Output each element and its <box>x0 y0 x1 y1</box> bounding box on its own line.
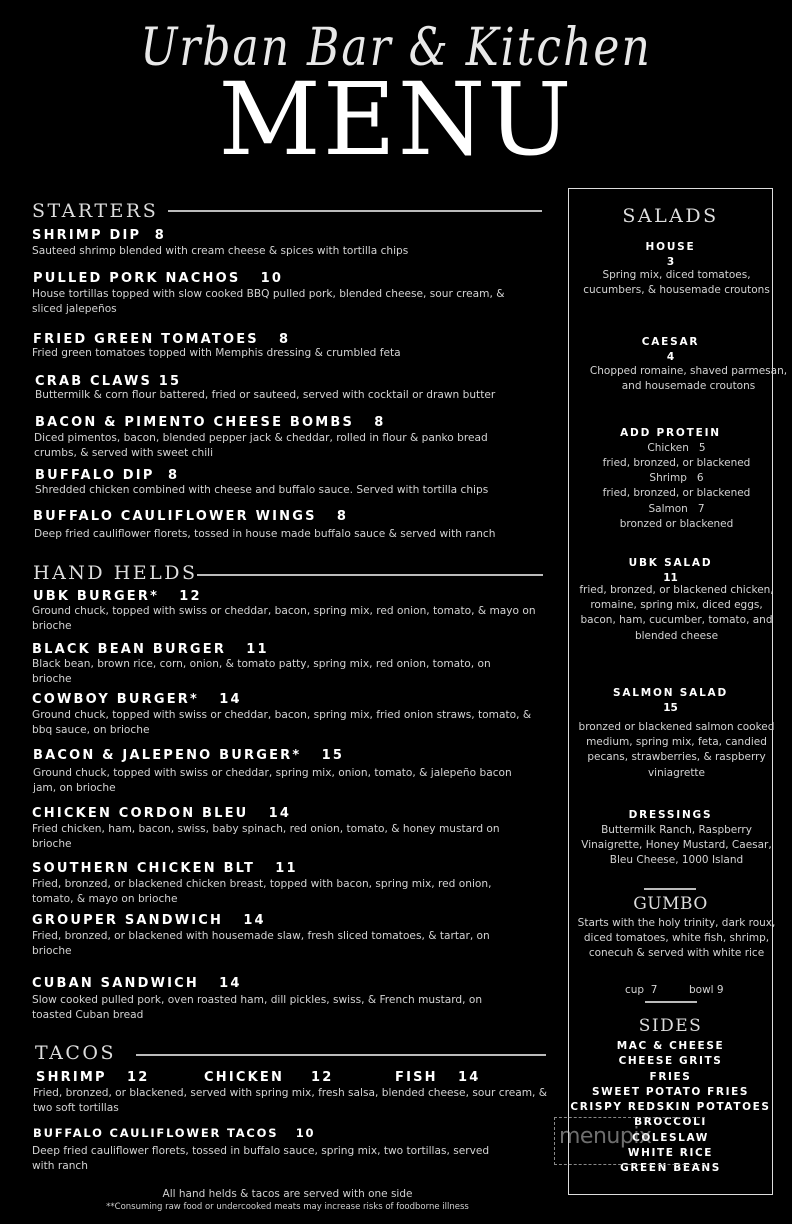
add-protein-heading: ADD PROTEIN <box>620 427 721 439</box>
salad-house-desc: Spring mix, diced tomatoes, cucumbers, & housemade croutons <box>583 269 770 297</box>
divider <box>645 1001 697 1003</box>
item-ubk-burger-name: UBK BURGER* 12 <box>33 589 202 604</box>
side-item: CHEESE GRITS <box>618 1055 723 1068</box>
salad-house-price: 3 <box>666 256 675 268</box>
dressings-list: Buttermilk Ranch, Raspberry Vinaigrette, Honey Mustard, Caesar, Bleu Cheese, 1000 Island <box>581 824 772 867</box>
taco-cauliflower-desc: Deep fried cauliflower florets, tossed in buffalo sauce, spring mix, two tortillas, served with ranch <box>32 1145 490 1172</box>
salad-caesar-name: CAESAR <box>641 336 700 348</box>
divider <box>168 210 542 212</box>
item-cuban-sandwich-name: CUBAN SANDWICH 14 <box>32 976 242 991</box>
salad-salmon-desc: bronzed or blackened salmon cooked medium, spring mix, feta, candied pecans, strawberries, & raspberry viniagrette <box>578 721 775 779</box>
salad-house-name: HOUSE <box>645 241 696 253</box>
side-item: MAC & CHEESE <box>616 1040 725 1052</box>
item-grouper-sandwich-desc: Fried, bronzed, or blackened with housemade slaw, fresh sliced tomatoes, & tartar, on brioche <box>32 930 490 957</box>
gumbo-cup-price: cup 7 <box>625 984 658 996</box>
protein-salmon-styles: bronzed or blackened <box>619 518 734 530</box>
item-cuban-sandwich-desc: Slow cooked pulled pork, oven roasted ham, dill pickles, swiss, & French mustard, on toasted Cuban bread <box>32 994 483 1021</box>
salad-salmon-price: 15 <box>663 702 678 714</box>
item-black-bean-burger-name: BLACK BEAN BURGER 11 <box>32 642 269 657</box>
item-shrimp-dip-desc: Sauteed shrimp blended with cream cheese & spices with tortilla chips <box>32 245 409 257</box>
item-buffalo-dip-desc: Shredded chicken combined with cheese and buffalo sauce. Served with tortilla chips <box>35 484 489 496</box>
tacos-desc: Fried, bronzed, or blackened, served with spring mix, fresh salsa, blended cheese, sour cream, & two soft tortillas <box>33 1087 548 1114</box>
item-cheese-bombs-name: BACON & PIMENTO CHEESE BOMBS 8 <box>35 415 386 430</box>
item-crab-claws-desc: Buttermilk & corn flour battered, fried or sauteed, served with cocktail or drawn butter <box>35 389 496 401</box>
salad-ubk-name: UBK SALAD <box>628 557 713 569</box>
food-safety-warning: **Consuming raw food or undercooked meats may increase risks of foodborne illness <box>106 1202 469 1212</box>
item-pulled-pork-nachos-name: PULLED PORK NACHOS 10 <box>33 271 284 286</box>
item-jalepeno-burger-name: BACON & JALEPENO BURGER* 15 <box>33 748 345 763</box>
item-cheese-bombs-desc: Diced pimentos, bacon, blended pepper jack & cheddar, rolled in flour & panko bread crumbs, & served with sweet chili <box>34 432 488 459</box>
side-item: FRIES <box>649 1070 692 1083</box>
item-crab-claws-name: CRAB CLAWS 15 <box>35 374 182 389</box>
salad-ubk-price: 11 <box>663 572 678 584</box>
protein-shrimp: Shrimp 6 <box>649 472 704 484</box>
item-grouper-sandwich-name: GROUPER SANDWICH 14 <box>32 913 266 928</box>
item-pulled-pork-nachos-desc: House tortillas topped with slow cooked BBQ pulled pork, blended cheese, sour cream, & sliced jalepeños <box>32 288 505 315</box>
section-heading-salads: SALADS <box>622 205 719 227</box>
item-chicken-cordon-bleu-name: CHICKEN CORDON BLEU 14 <box>32 806 292 821</box>
taco-shrimp-name: SHRIMP 12 <box>36 1070 150 1085</box>
dressings-heading: DRESSINGS <box>628 809 713 821</box>
gumbo-bowl-price: bowl 9 <box>689 984 724 996</box>
item-southern-chicken-blt-desc: Fried, bronzed, or blackened chicken breast, topped with bacon, spring mix, red onion, tomato, & mayo on brioche <box>32 878 492 905</box>
salad-salmon-name: SALMON SALAD <box>612 687 729 699</box>
salad-ubk-desc: fried, bronzed, or blackened chicken, romaine, spring mix, diced eggs, bacon, ham, cucumber, tomato, and blended cheese <box>579 584 774 642</box>
item-cowboy-burger-desc: Ground chuck, topped with swiss or cheddar, bacon, spring mix, fried onion straws, tomato, & bbq sauce, on brioche <box>32 709 532 736</box>
item-black-bean-burger-desc: Black bean, brown rice, corn, onion, & tomato patty, spring mix, red onion, tomato, on brioche <box>32 658 491 685</box>
item-cauliflower-wings-desc: Deep fried cauliflower florets, tossed in house made buffalo sauce & served with ranch <box>34 528 496 540</box>
item-cowboy-burger-name: COWBOY BURGER* 14 <box>32 692 242 707</box>
side-item: SWEET POTATO FRIES <box>591 1085 750 1098</box>
item-buffalo-dip-name: BUFFALO DIP 8 <box>35 468 180 483</box>
protein-chicken-styles: fried, bronzed, or blackened <box>602 457 751 469</box>
side-item: CRISPY REDSKIN POTATOES <box>570 1101 771 1114</box>
item-jalepeno-burger-desc: Ground chuck, topped with swiss or cheddar, spring mix, onion, tomato, & jalepeño bacon jam, on brioche <box>33 767 512 794</box>
side-item: BROCCOLI <box>634 1116 707 1129</box>
item-chicken-cordon-bleu-desc: Fried chicken, ham, bacon, swiss, baby spinach, red onion, tomato, & honey mustard on brioche <box>32 823 500 850</box>
restaurant-name: Urban Bar & Kitchen <box>140 16 652 79</box>
section-heading-gumbo: GUMBO <box>633 894 708 914</box>
divider <box>644 888 696 890</box>
protein-chicken: Chicken 5 <box>647 442 706 454</box>
sides-note: All hand helds & tacos are served with one side <box>162 1188 413 1200</box>
item-shrimp-dip-name: SHRIMP DIP 8 <box>32 228 166 243</box>
protein-salmon: Salmon 7 <box>648 503 705 515</box>
menu-title: MENU <box>218 61 574 178</box>
watermark-logo: menupix <box>554 1117 705 1165</box>
salad-caesar-price: 4 <box>666 351 675 363</box>
gumbo-desc: Starts with the holy trinity, dark roux, diced tomatoes, white fish, shrimp, conecuh & served with white rice <box>577 917 776 960</box>
section-heading-tacos: TACOS <box>35 1042 116 1064</box>
divider <box>197 574 543 576</box>
item-fried-green-tomatoes-name: FRIED GREEN TOMATOES 8 <box>33 332 291 347</box>
taco-cauliflower-name: BUFFALO CAULIFLOWER TACOS 10 <box>33 1126 316 1140</box>
side-item: WHITE RICE <box>627 1147 714 1160</box>
taco-fish-name: FISH 14 <box>395 1070 481 1085</box>
protein-shrimp-styles: fried, bronzed, or blackened <box>602 487 751 499</box>
section-heading-starters: STARTERS <box>32 200 159 222</box>
section-heading-sides: SIDES <box>638 1016 703 1036</box>
side-item: COLESLAW <box>632 1131 709 1144</box>
section-heading-handhelds: HAND HELDS <box>33 562 198 584</box>
item-southern-chicken-blt-name: SOUTHERN CHICKEN BLT 11 <box>32 861 298 876</box>
salad-caesar-desc: Chopped romaine, shaved parmesan, and housemade croutons <box>589 365 788 393</box>
item-fried-green-tomatoes-desc: Fried green tomatoes topped with Memphis dressing & crumbled feta <box>32 347 401 359</box>
side-item: GREEN BEANS <box>620 1162 721 1175</box>
taco-chicken-name: CHICKEN 12 <box>204 1070 334 1085</box>
item-cauliflower-wings-name: BUFFALO CAULIFLOWER WINGS 8 <box>33 509 349 524</box>
divider <box>136 1054 546 1056</box>
item-ubk-burger-desc: Ground chuck, topped with swiss or cheddar, bacon, spring mix, red onion, tomato, & mayo on brioche <box>32 605 536 632</box>
